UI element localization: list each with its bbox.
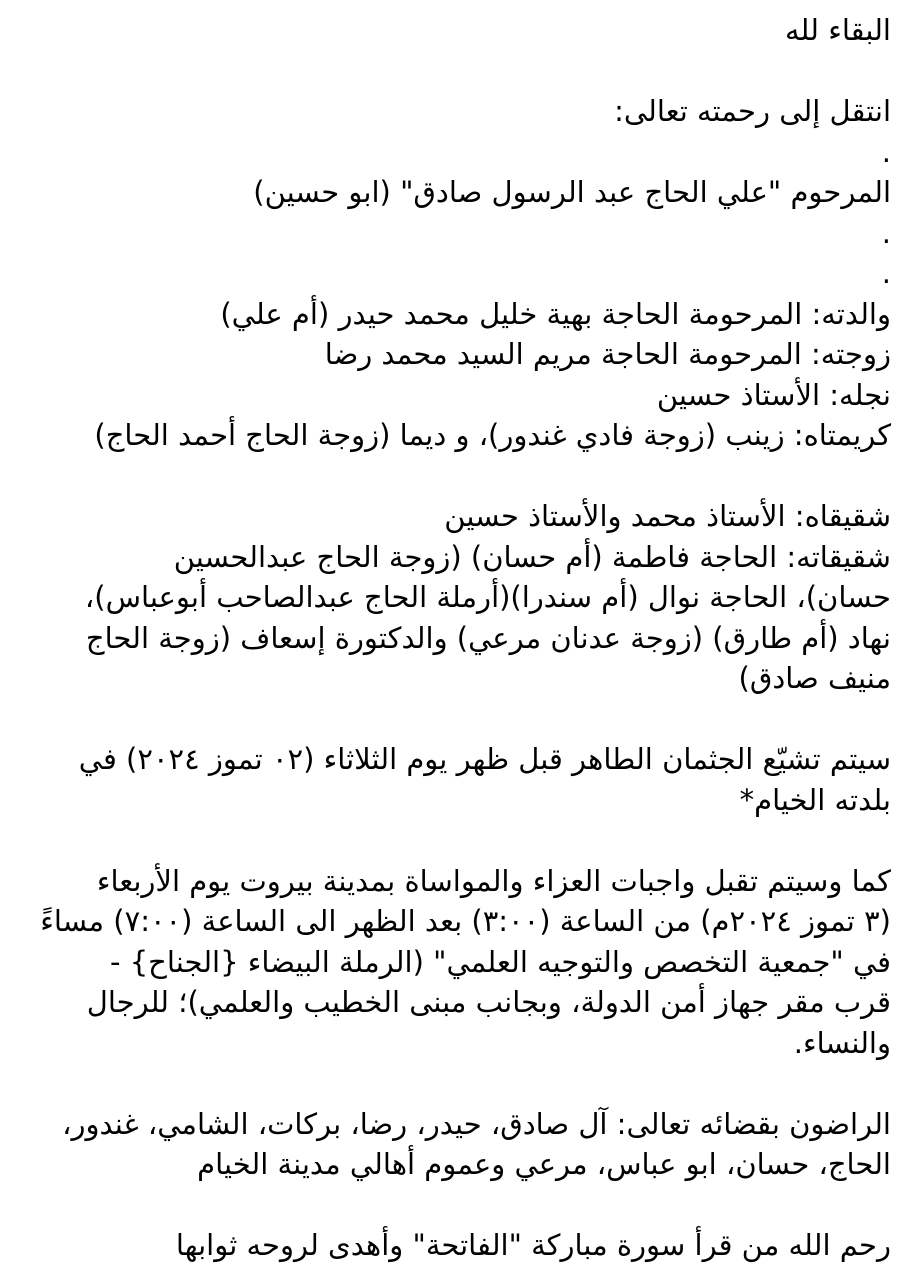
text-line: بلدته الخيام* [739, 782, 891, 817]
text-line: والنساء. [793, 1025, 891, 1060]
text-line: المرحوم "علي الحاج عبد الرسول صادق" (ابو حسين) [253, 175, 891, 209]
text-line: رحم الله من قرأ سورة مباركة "الفاتحة" وأهدى لروحه ثوابها [175, 1228, 891, 1262]
text-line: شقيقاه: الأستاذ محمد والأستاذ حسين [444, 499, 891, 533]
text-line: منيف صادق) [738, 661, 891, 695]
text-line: سيتم تشيّع الجثمان الطاهر قبل ظهر يوم الثلاثاء (٠٢ تموز ٢٠٢٤) في [78, 742, 891, 776]
text-line: حسان)، الحاجة نوال (أم سندرا)(أرملة الحاج عبدالصاحب أبوعباس)، [84, 580, 891, 614]
text-line: شقيقاته: الحاجة فاطمة (أم حسان) (زوجة الحاج عبدالحسين [173, 539, 891, 574]
blank-line [10, 699, 891, 740]
text-line: كريمتاه: زينب (زوجة فادي غندور)، و ديما (زوجة الحاج أحمد الحاج) [94, 418, 891, 452]
text-line: زوجته: المرحومة الحاجة مريم السيد محمد رضا [324, 337, 891, 371]
blank-line [10, 1185, 891, 1226]
separator-dot-line: . [881, 215, 891, 250]
text-line: (٣ تموز ٢٠٢٤م) من الساعة (٣:٠٠) بعد الظهر الى الساعة (٧:٠٠) مساءً [40, 904, 891, 938]
text-line: الراضون بقضائه تعالى: آل صادق، حيدر، رضا، بركات، الشامي، غندور، [62, 1106, 891, 1141]
text-line: قرب مقر جهاز أمن الدولة، وبجانب مبنى الخطيب والعلمي)؛ للرجال [86, 985, 891, 1019]
text-line: في "جمعية التخصص والتوجيه العلمي" (الرملة البيضاء {الجناح} - [110, 944, 891, 979]
blank-line [10, 1063, 891, 1104]
blank-line [10, 51, 891, 92]
text-line: نهاد (أم طارق) (زوجة عدنان مرعي) والدكتورة إسعاف (زوجة الحاج [85, 620, 891, 655]
text-line: نجله: الأستاذ حسين [656, 377, 891, 412]
blank-line [10, 456, 891, 497]
text-line: والدته: المرحومة الحاجة بهية خليل محمد حيدر (أم علي) [220, 296, 891, 331]
separator-dot-line: . [881, 134, 891, 169]
text-line: انتقل إلى رحمته تعالى: [614, 94, 891, 128]
separator-dot-line: . [881, 256, 891, 290]
text-line: الحاج، حسان، ابو عباس، مرعي وعموم أهالي مدينة الخيام [197, 1147, 891, 1181]
blank-line [10, 820, 891, 861]
text-line: البقاء لله [785, 13, 891, 47]
text-line: كما وسيتم تقبل واجبات العزاء والمواساة بمدينة بيروت يوم الأربعاء [96, 863, 891, 898]
